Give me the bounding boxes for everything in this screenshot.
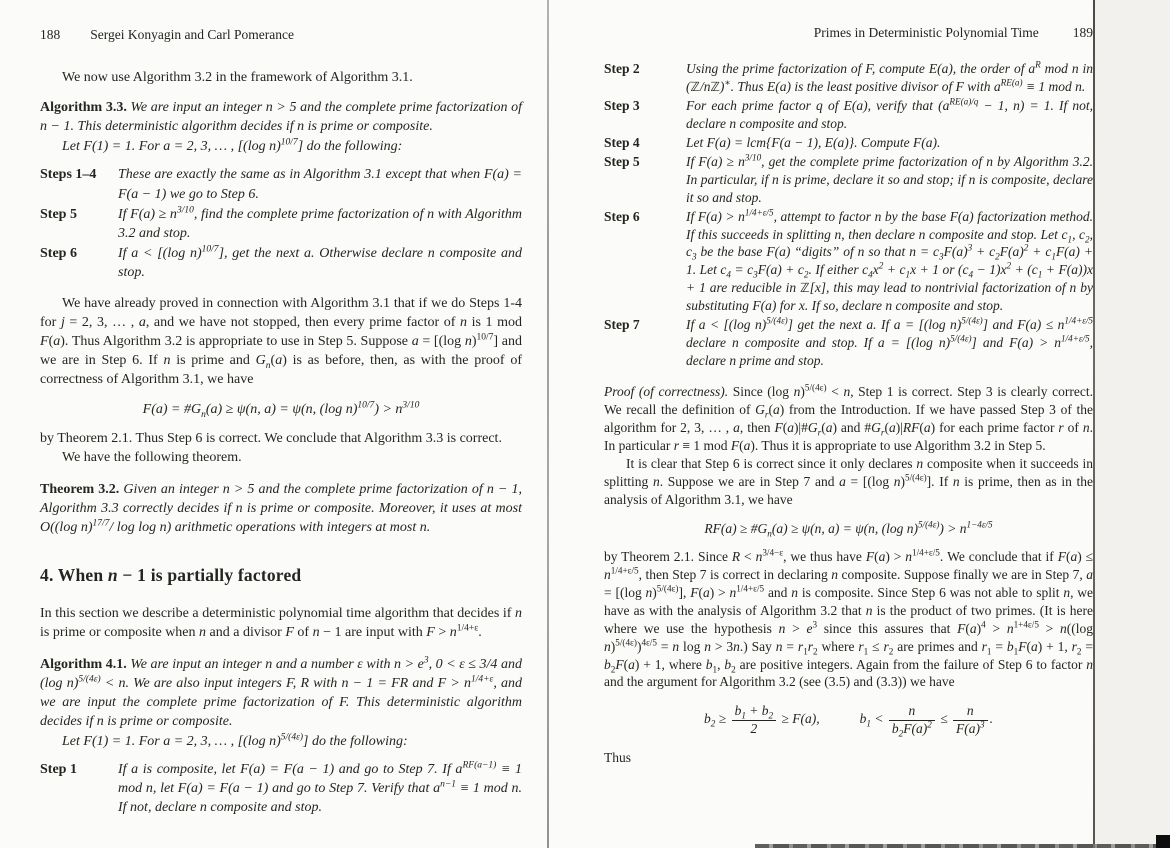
step-body: Let F(a) = lcm{F(a − 1), E(a)}. Compute F(a). [686, 134, 941, 150]
step-body: If $F(a) > n^{1/4+\varepsilon/5}$, attempt to factor n by the base F(a) factorization method. If this succeeds in splitting n, then declare n composite and stop. Let $c_1$, $c_2$, $c_3$ be the base F(a) “digits” of n so that $n = c_3F(a)^3 + c_2F(a)^2 + c_1F(a) + 1$. Let $c_4 = c_3F(a) + c_2$. If either $c_4x^2 + c_1x + 1$ or $(c_4 - 1)x^2 + (c_1 + F(a))x + 1$ are reducible in ℤ[x], this may lead to nontrivial factorization of n by substituting F(a) for x. If so, declare n composite and stop. [686, 207, 1093, 314]
step-label: Step 5 [604, 153, 640, 169]
step-row [40, 760, 522, 817]
page-number-right: 189 [1072, 25, 1093, 40]
page-gutter-divider-line [547, 0, 549, 848]
paragraph: It is clear that Step 6 is correct since it only declares n composite when it succeeds in splitting n. Suppose we are in Step 7 and a = [(log n)$^{5/(4\varepsilon)}$]. If n is prime, then as in the analysis of Algorithm 3.1, we have [604, 455, 1093, 507]
step-label: Step 7 [604, 317, 640, 333]
step-label: Step 3 [604, 97, 640, 113]
algorithm-statement: Algorithm 3.3. We are input an integer n > 5 and the complete prime factorization of n − 1. This deterministic algorithm decides if n is prime or composite. [40, 100, 522, 135]
step-body: If $F(a) \ge n^{3/10}$, get the complete prime factorization of n by Algorithm 3.2. In particular, if n is prime, declare it so and stop; if n is composite, declare it so and stop. [686, 152, 1093, 205]
algorithm-let-line: Let F(1) = 1. For a = 2, 3, … , [(log n)$^{10/7}$] do the following: [62, 137, 403, 155]
running-title-left: Sergei Konyagin and Carl Pomerance [90, 27, 294, 42]
running-header-left [40, 26, 522, 44]
paragraph: In this section we describe a deterministic polynomial time algorithm that decides if n is prime or composite when n and a divisor F of n − 1 are input with $F > n^{1/4+\varepsilon}$. [40, 605, 522, 640]
step-label: Step 4 [604, 134, 640, 150]
section-heading: 4. When n − 1 is partially factored [40, 565, 302, 586]
algorithm-statement: Algorithm 4.1. We are input an integer n and a number ε with $n > e^3$, 0 < ε ≤ 3/4 and (log n)$^{5/(4\varepsilon)}$ < n. We are also input integers F, R with n − 1 = FR and $F > n^{1/4+\varepsilon}$, and we are input the complete prime factorization of F. This deterministic algorithm decides if n is prime or composite. [40, 655, 522, 729]
algorithm-let-line: Let F(1) = 1. For a = 2, 3, … , [(log n)$^{5/(4\varepsilon)}$] do the following: [62, 732, 408, 749]
step-body: These are exactly the same as in Algorithm 3.1 except that when F(a) = F(a − 1) we go to Step 6. [118, 167, 522, 202]
scan-artifact-corner [1156, 835, 1170, 848]
display-equation: $b_2$ ≥ $\frac{b_1 + b_2}{2}$ ≥ F(a), $b_1$ < $\frac{n}{b_2F(a)^2}$ ≤ $\frac{n}{F(a)^3}$ . [704, 703, 993, 739]
step-row [604, 134, 1093, 152]
theorem-statement: Theorem 3.2. Given an integer n > 5 and the complete prime factorization of n − 1, Algorithm 3.3 correctly decides if n is prime or composite. Moreover, it uses at most O((log n)$^{17/7}$/ log log n) arithmetic operations with integers at most n. [40, 481, 522, 535]
running-header-right [604, 24, 1093, 42]
step-body: For each prime factor q of E(a), verify that ($a^{RE(a)/q} - 1$, n) = 1. If not, declare n composite and stop. [686, 96, 1093, 131]
step-body: If a < [(log n)$^{10/7}$], get the next a. Otherwise declare n composite and stop. [118, 243, 522, 280]
step-label: Steps 1–4 [40, 167, 97, 183]
right-page [604, 0, 1093, 767]
display-equation: $F(a) = \#G_n(a) \ge \psi(n$, a) = ψ(n, (log $n)^{10/7}) > n^{3/10}$ [142, 400, 420, 420]
paragraph: Thus [604, 749, 631, 765]
step-row [40, 244, 522, 282]
display-equation: $RF(a) \ge \#G_n(a) \ge \psi(n$, a) = ψ(n, (log $n)^{5/(4\varepsilon)}) > n^{1-4\varepsilon/5}$ [704, 519, 993, 539]
paragraph: We now use Algorithm 3.2 in the framework of Algorithm 3.1. [62, 70, 413, 86]
step-label: Step 5 [40, 206, 77, 222]
steps-list [40, 760, 522, 817]
running-title-right: Primes in Deterministic Polynomial Time [813, 25, 1039, 40]
step-row [604, 208, 1093, 316]
steps-list [604, 60, 1093, 370]
paragraph: by Theorem 2.1. Thus Step 6 is correct. We conclude that Algorithm 3.3 is correct. [40, 430, 502, 446]
step-label: Step 1 [40, 762, 77, 778]
step-body: If $F(a) \ge n^{3/10}$, find the complete prime factorization of n with Algorithm 3.2 and stop. [118, 204, 522, 241]
scan-artifact-bottom-bar [755, 844, 1170, 848]
step-row [604, 153, 1093, 207]
step-row [604, 97, 1093, 133]
step-row [40, 205, 522, 243]
left-page [40, 0, 522, 817]
page-edge-line [1093, 0, 1095, 848]
proof-paragraph: Proof (of correctness). Since (log n)$^{5/(4\varepsilon)}$ < n, Step 1 is correct. Step 3 is clearly correct. We recall the definition of $G_r(a)$ from the Introduction. If we have passed Step 3 of the algorithm for 2, 3, … , a, then $F(a)|\#G_r(a)$ and $\#G_r(a)|RF(a)$ for each prime factor r of n. In particular r ≡ 1 mod F(a). Thus it is appropriate to use Algorithm 3.2 in Step 5. [604, 382, 1093, 454]
page-edge-sliver [1095, 0, 1170, 848]
page-number-left: 188 [40, 27, 61, 42]
step-row [40, 165, 522, 203]
step-body: Using the prime factorization of F, compute E(a), the order of $a^R$ mod n in (ℤ/nℤ)∗. Thus E(a) is the least positive divisor of F with $a^{RE(a)} \equiv 1$ mod n. [686, 59, 1094, 94]
paragraph: by Theorem 2.1. Since $R < n^{3/4-\varepsilon}$, we thus have $F(a) > n^{1/4+\varepsilon/5}$. We conclude that if $F(a) \le n^{1/4+\varepsilon/5}$, then Step 7 is correct in declaring n composite. Suppose finally we are in Step 7, a = [(log n)$^{5/(4\varepsilon)}$], $F(a) > n^{1/4+\varepsilon/5}$ and n is composite. Since Step 6 was not able to split n, we have as with the analysis of Algorithm 3.2 that n is the product of two primes. (It is here where we use the hypothesis $n > e^3$ since this assures that $F(a)^4 > n^{1+4\varepsilon/5} > n((\log$ n)$^{5/(4\varepsilon)}$)$^{4\varepsilon/5}$ = n log n > 3n.) Say $n = r_1r_2$ where $r_1 \le r_2$ are primes and $r_1 = b_1F(a) + 1$, $r_2 = b_2F(a) + 1$, where $b_1$, $b_2$ are positive integers. Again from the failure of Step 6 to factor n and the argument for Algorithm 3.2 (see (3.5) and (3.3)) we have [604, 547, 1094, 690]
step-label: Step 6 [604, 208, 640, 224]
step-body: If a < [(log n)$^{5/(4\varepsilon)}$] get the next a. If a = [(log n)$^{5/(4\varepsilon)}$] and $F(a) \le n^{1/4+\varepsilon/5}$ declare n composite and stop. If a = [(log n)$^{5/(4\varepsilon)}$] and $F(a) > n^{1/4+\varepsilon/5}$, declare n prime and stop. [686, 315, 1094, 369]
paragraph: We have the following theorem. [62, 449, 242, 465]
steps-list [40, 165, 522, 281]
step-label: Step 6 [40, 245, 77, 261]
step-label: Step 2 [604, 60, 640, 76]
step-row [604, 316, 1093, 370]
step-row [604, 60, 1093, 96]
step-body: If a is composite, let F(a) = F(a − 1) and go to Step 7. If $a^{RF(a-1)} \equiv 1$ mod n, let F(a) = F(a − 1) and go to Step 7. Verify that $a^{n-1} \equiv 1$ mod n. If not, declare n composite and stop. [118, 760, 522, 816]
paragraph: We have already proved in connection with Algorithm 3.1 that if we do Steps 1-4 for j = 2, 3, … , a, and we have not stopped, then every prime factor of n is 1 mod F(a). Thus Algorithm 3.2 is appropriate to use in Step 5. Suppose a = [(log n)$^{10/7}$] and we are in Step 6. If n is prime and $G_n(a)$ is as before, then, as with the proof of correctness of Algorithm 3.1, we have [40, 295, 523, 387]
